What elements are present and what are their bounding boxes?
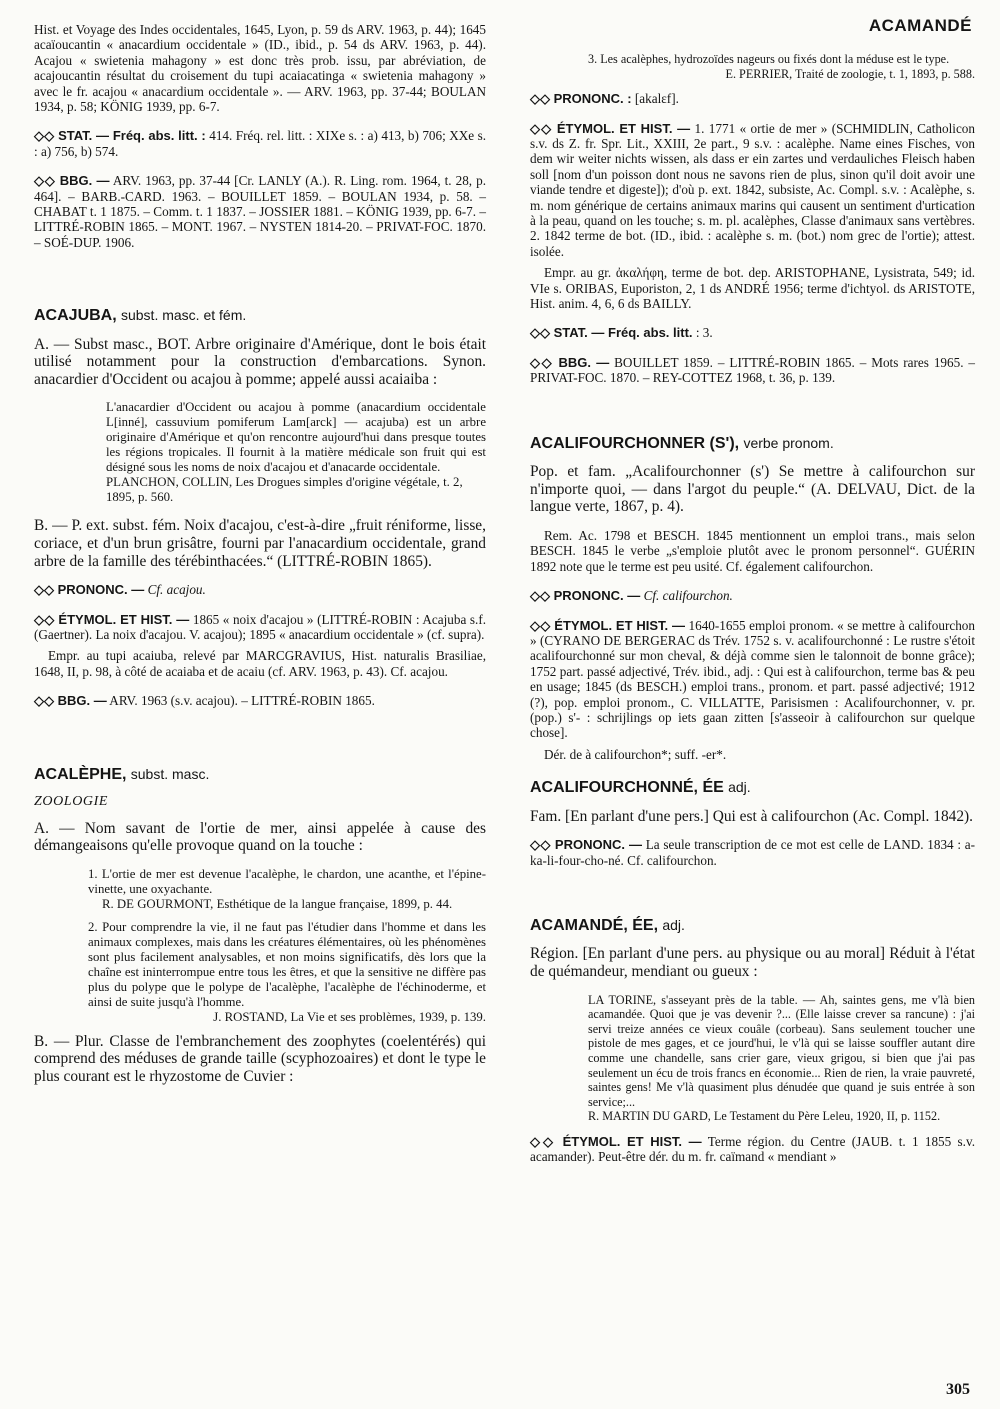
definition: Région. [En parlant d'une pers. au physique ou au moral] Réduit à l'état de quémandeur, mendiant ou gueux : — [530, 945, 975, 980]
prononc-label: ◇◇ PRONONC. — — [530, 588, 641, 604]
entry-head-acajuba — [34, 308, 486, 323]
etym-more: Dér. de à califourchon*; suff. -er*. — [544, 746, 727, 762]
prononc-section — [530, 91, 975, 106]
sense-a: A. — Nom savant de l'ortie de mer, ainsi appelée à cause des démangeaisons qu'elle provoque quand on la touche : — [34, 819, 486, 855]
subject-label: ZOOLOGIE — [34, 794, 109, 810]
grammar: subst. masc. et fém. — [120, 307, 247, 324]
sense-a: A. — Subst masc., BOT. Arbre originaire d'Amérique, dont le bois était utilisé notamment pour la construction d'embarcations. Synon. anacardier d'Occident ou acajou à pomme; appelé aussi acaiaiba : — [34, 335, 486, 388]
quotation — [588, 52, 975, 81]
bbg-text: BOUILLET 1859. – LITTRÉ-ROBIN 1865. – Mots rares 1965. – PRIVAT-FOC. 1870. – REY-COTTEZ 1968, t. 36, p. 139. — [530, 354, 976, 386]
prononc-label: ◇◇ PRONONC. : — [530, 91, 632, 107]
stat-label: ◇◇ STAT. — Fréq. abs. litt. — [530, 325, 693, 341]
stat-section — [530, 325, 975, 340]
entry-head-acalifourchonne — [530, 780, 975, 795]
prononc-label: ◇◇ PRONONC. — — [34, 582, 145, 598]
stat-section — [34, 128, 486, 159]
etym-text: 1640-1655 emploi pronom. « se mettre à califourchon » (CYRANO DE BERGERAC ds Trév. 1752 s. v. acalifourchonné : Le rustre s'étoit acalifourchonné sur mon cheval, & déjà comme sien le talonnoit de bonne grâce); 1752 part. passé adjectivé, Trév. ibid., adj. : Qui est à califourchon, terme bas & peu en usage; 1845 (ds BESCH.) emploi trans., pronom. et part. passé adjectivé; 1912 (?), pop. emploi pronom., C. VILLATTE, Parisismen : Acalifourchonner, v. pr. (pop.) s'- : schrijlings op iets gaan zitten [s'asseoir à califourchon sur quelque chose]. — [530, 617, 975, 741]
left-column — [34, 22, 486, 1097]
prononc-text: La seule transcription de ce mot est celle de LAND. 1834 : a-ka-li-four-cho-né. Cf. califourchon. — [530, 837, 976, 868]
quotation — [106, 400, 486, 505]
quote-source: E. PERRIER, Traité de zoologie, t. 1, 1893, p. 588. — [725, 66, 975, 81]
quote-source: R. MARTIN DU GARD, Le Testament du Père Leleu, 1920, II, p. 1152. — [588, 1109, 941, 1124]
bbg-section — [34, 173, 486, 250]
headword: ACALIFOURCHONNER (S'), — [530, 434, 740, 452]
grammar: adj. — [662, 916, 685, 933]
sense-b: B. — P. ext. subst. fém. Noix d'acajou, c'est-à-dire „fruit réniforme, lisse, coriace, et d'un brun grisâtre, fourni par l'anacardium occidentale, grand arbre de la famille des térébinthacées.“ (LITTRÉ-ROBIN 1865). — [34, 517, 486, 570]
etym-label: ◇◇ ÉTYMOL. ET HIST. — — [530, 1133, 702, 1149]
etym-label: ◇◇ ÉTYMOL. ET HIST. — — [530, 120, 691, 136]
remark: Rem. Ac. 1798 et BESCH. 1845 mentionnent un emploi trans., mais selon BESCH. 1845 le verbe „s'emploie plutôt avec le pronom personnel“. GUÉRIN 1892 note que le terme est peu usité. Cf. également califourchon. — [530, 527, 975, 574]
etym-section — [530, 1134, 975, 1165]
quote-text: 2. Pour comprendre la vie, il ne faut pas l'étudier dans l'homme et dans les animaux complexes, mais dans les créatures élémentaires, où les phénomènes sont plus facilement analysables, et non moins significatifs, dès lors que la chaîne est ininterrompue entre tous les êtres, et que la sensitive ne diffère pas plus du polype que le polype de l'acalèphe, l'acalèphe de l'échinoderme, et ainsi de suite jusqu'à l'homme. — [88, 919, 486, 1009]
bbg-text: ARV. 1963, pp. 37-44 [Cr. LANLY (A.). R. Ling. rom. 1964, t. 28, p. 464]. – BARB.-CARD. 1963. – BOUILLET 1859. – BOULAN 1934, p. 58. – CHABAT t. 1 1875. – Comm. t. 1 1837. – JOSSIER 1881. – KÖNIG 1939, pp. 6-7. – LITTRÉ-ROBIN 1865. – MONT. 1967. – NYSTEN 1814-20. – PRIVAT-FOC. 1870. – SOÉ-DUP. 1906. — [34, 173, 486, 250]
etym-section — [530, 121, 975, 260]
etym-label: ◇◇ ÉTYMOL. ET HIST. — — [34, 611, 190, 627]
prononc-section — [34, 582, 486, 597]
grammar: adj. — [728, 779, 751, 796]
bbg-label: ◇◇ BBG. — — [34, 693, 107, 709]
headword: ACAJUBA, — [34, 307, 117, 325]
prononc-text: [akalɛf]. — [634, 91, 679, 107]
quote-text: L'anacardier d'Occident ou acajou à pomme (anacardium occidentale L[inné], cassuvium pomiferum Lam[arck] — acajuba) est un arbre originaire d'Amérique et qu'on rencontre aujourd'hui dans presque toutes les régions tropicales. Il fournit à la matière médicale son fruit qui est désigné sous les noms de noix d'acajou et d'anacarde occidentale. — [106, 400, 486, 475]
definition: Pop. et fam. „Acalifourchonner (s') Se mettre à califourchon sur n'importe quoi, — dans l'argot du peuple.“ (A. DELVAU, Dict. de la langue verte, 1867, p. 4). — [530, 463, 975, 516]
headword: ACAMANDÉ, ÉE, — [530, 916, 659, 934]
headword: ACALIFOURCHONNÉ, ÉE — [530, 779, 724, 797]
page-number: 305 — [946, 1381, 970, 1398]
bbg-section — [34, 693, 486, 708]
prononc-text: Cf. califourchon. — [643, 588, 733, 604]
etym-section — [34, 612, 486, 643]
etym-text: Terme région. du Centre (JAUB. t. 1 1855 s.v. acamander). Peut-être dér. du m. fr. caïmand « mendiant » — [530, 1133, 975, 1165]
etym-text: 1. 1771 « ortie de mer » (SCHMIDLIN, Catholicon s.v. ds Z. fr. Spr. Lit., XXIII, 2e part., 9 s.v. : acalèphe. Name eines Fisches, von dem wir weiter nichts wissen, als dass er ein zartes und verdauliches Fleisch haben soll [nom d'un poisson dont nous ne savons rien de plus, sinon qu'il doit avoir une viande tendre et digeste]); d'où p. ext. 1842, subsiste, Ac. Compl. s.v. : Acalèphe, s. m. nom générique de certains animaux marins qui causent un sentiment d'urtication à la peau, quand on les touche; s. m. pl. acalèphes, Classe d'animaux sans vertèbres. 2. 1842 terme de bot. (ID., ibid. : acalèphe s. m. (bot.) nom grec de l'ortie); attest. isolée. — [530, 120, 975, 259]
quote-text: 3. Les acalèphes, hydrozoïdes nageurs ou fixés dont la méduse est le type. — [588, 52, 950, 66]
etym-label: ◇◇ ÉTYMOL. ET HIST. — — [530, 617, 685, 633]
prononc-text: Cf. acajou. — [147, 582, 206, 598]
stat-text: : 3. — [695, 325, 713, 341]
quote-text: 1. L'ortie de mer est devenue l'acalèphe, le chardon, une acanthe, et l'épine-vinette, une oxyachante. — [88, 866, 486, 896]
bbg-label: ◇◇ BBG. — — [530, 354, 610, 370]
stat-label: ◇◇ STAT. — Fréq. abs. litt. : — [34, 128, 206, 144]
entry-head-acamande — [530, 918, 975, 933]
etym-more: Empr. au gr. ἀκαλήφη, terme de bot. dep. ARISTOPHANE, Lysistrata, 549; id. VIe s. ORIBAS, Euporiston, 2, 1 ds ANDRÉ 1956; terme d'ichtyol. ds ARISTOTE, Hist. anim. 4, 6, 6 ds BAILLY. — [530, 265, 975, 312]
running-head: ACAMANDÉ — [868, 16, 972, 35]
quotation — [588, 993, 975, 1124]
right-column — [530, 52, 975, 1171]
bbg-label: ◇◇ BBG. — — [34, 173, 110, 189]
definition: Fam. [En parlant d'une pers.] Qui est à califourchon (Ac. Compl. 1842). — [530, 807, 973, 825]
quote-source: J. ROSTAND, La Vie et ses problèmes, 1939, p. 139. — [213, 1009, 486, 1024]
quote-source: R. DE GOURMONT, Esthétique de la langue française, 1899, p. 44. — [102, 896, 453, 911]
quote-source: PLANCHON, COLLIN, Les Drogues simples d'origine végétale, t. 2, 1895, p. 560. — [106, 475, 463, 505]
etym-more: Empr. au tupi acaiuba, relevé par MARCGRAVIUS, Hist. naturalis Brasiliae, 1648, II, p. 98, à côté de acaiaba et de acaiu (cf. ARV. 1963, p. 43). Cf. acajou. — [34, 648, 486, 679]
grammar: verbe pronom. — [743, 434, 834, 451]
entry-head-acalephe — [34, 767, 486, 782]
sense-b: B. — Plur. Classe de l'embranchement des zoophytes (coelentérés) qui comprend des méduses de grande taille (scyphozoaires) et dont le type le plus courant est le rhyzostome de Cuvier : — [34, 1032, 486, 1085]
prononc-section — [530, 837, 975, 868]
entry-head-acalifourchonner — [530, 436, 975, 451]
etym-text: 1865 « noix d'acajou » (LITTRÉ-ROBIN : Acajuba s.f. (Gaertner). La noix d'acajou. V. acajou); 1895 « anacardium occidentale » (cf. supra). — [34, 611, 487, 643]
prononc-section — [530, 588, 975, 603]
quotation-list — [88, 867, 486, 1025]
prononc-label: ◇◇ PRONONC. — — [530, 837, 643, 853]
bbg-section — [530, 355, 975, 386]
bbg-text: ARV. 1963 (s.v. acajou). – LITTRÉ-ROBIN 1865. — [109, 693, 375, 709]
headword: ACALÈPHE, — [34, 765, 127, 783]
etym-continuation: Hist. et Voyage des Indes occidentales, 1645, Lyon, p. 59 ds ARV. 1963, p. 44); 1645 acaïoucantin « anacardium occidentale » (ID., ibid., p. 54 ds ARV. 1963, p. 44). Acajou « swietenia mahagony » est donc très prob. issu, par abréviation, de acajoucantin résultat du croisement du tupi acaiacatinga « swietenia mahagony » avec le fr. acajou « anacardium occidentale ». — ARV. 1963, pp. 37-44; BOULAN 1934, p. 58; KÖNIG 1939, pp. 6-7. — [34, 22, 486, 115]
etym-section — [530, 618, 975, 741]
stat-text: 414. Fréq. rel. litt. : XIXe s. : a) 413, b) 706; XXe s. : a) 756, b) 574. — [34, 128, 487, 159]
quote-text: LA TORINE, s'asseyant près de la table. — Ah, saintes gens, me v'là bien acamandée. Quoi que je vas devenir ?... (Elle laisse crever sa rancune) : j'ai servi treize années ce vieux couâle (corbeau). Sans seulement toucher une pistole de mes gages, et ce jourd'hui, le v'là qui se laisse souffler autant dire comme une chandelle, sans crier gare, vieux grigou, si bien que j'ai pas seulement un écu de trois francs en économie... Rien de rien, la vraie pauvreté, saintes gens! Me v'là quasiment plus dénudée que quand je suis entrée à son service;... — [588, 992, 975, 1109]
quotation — [88, 867, 486, 912]
grammar: subst. masc. — [130, 765, 210, 782]
quotation — [88, 920, 486, 1025]
